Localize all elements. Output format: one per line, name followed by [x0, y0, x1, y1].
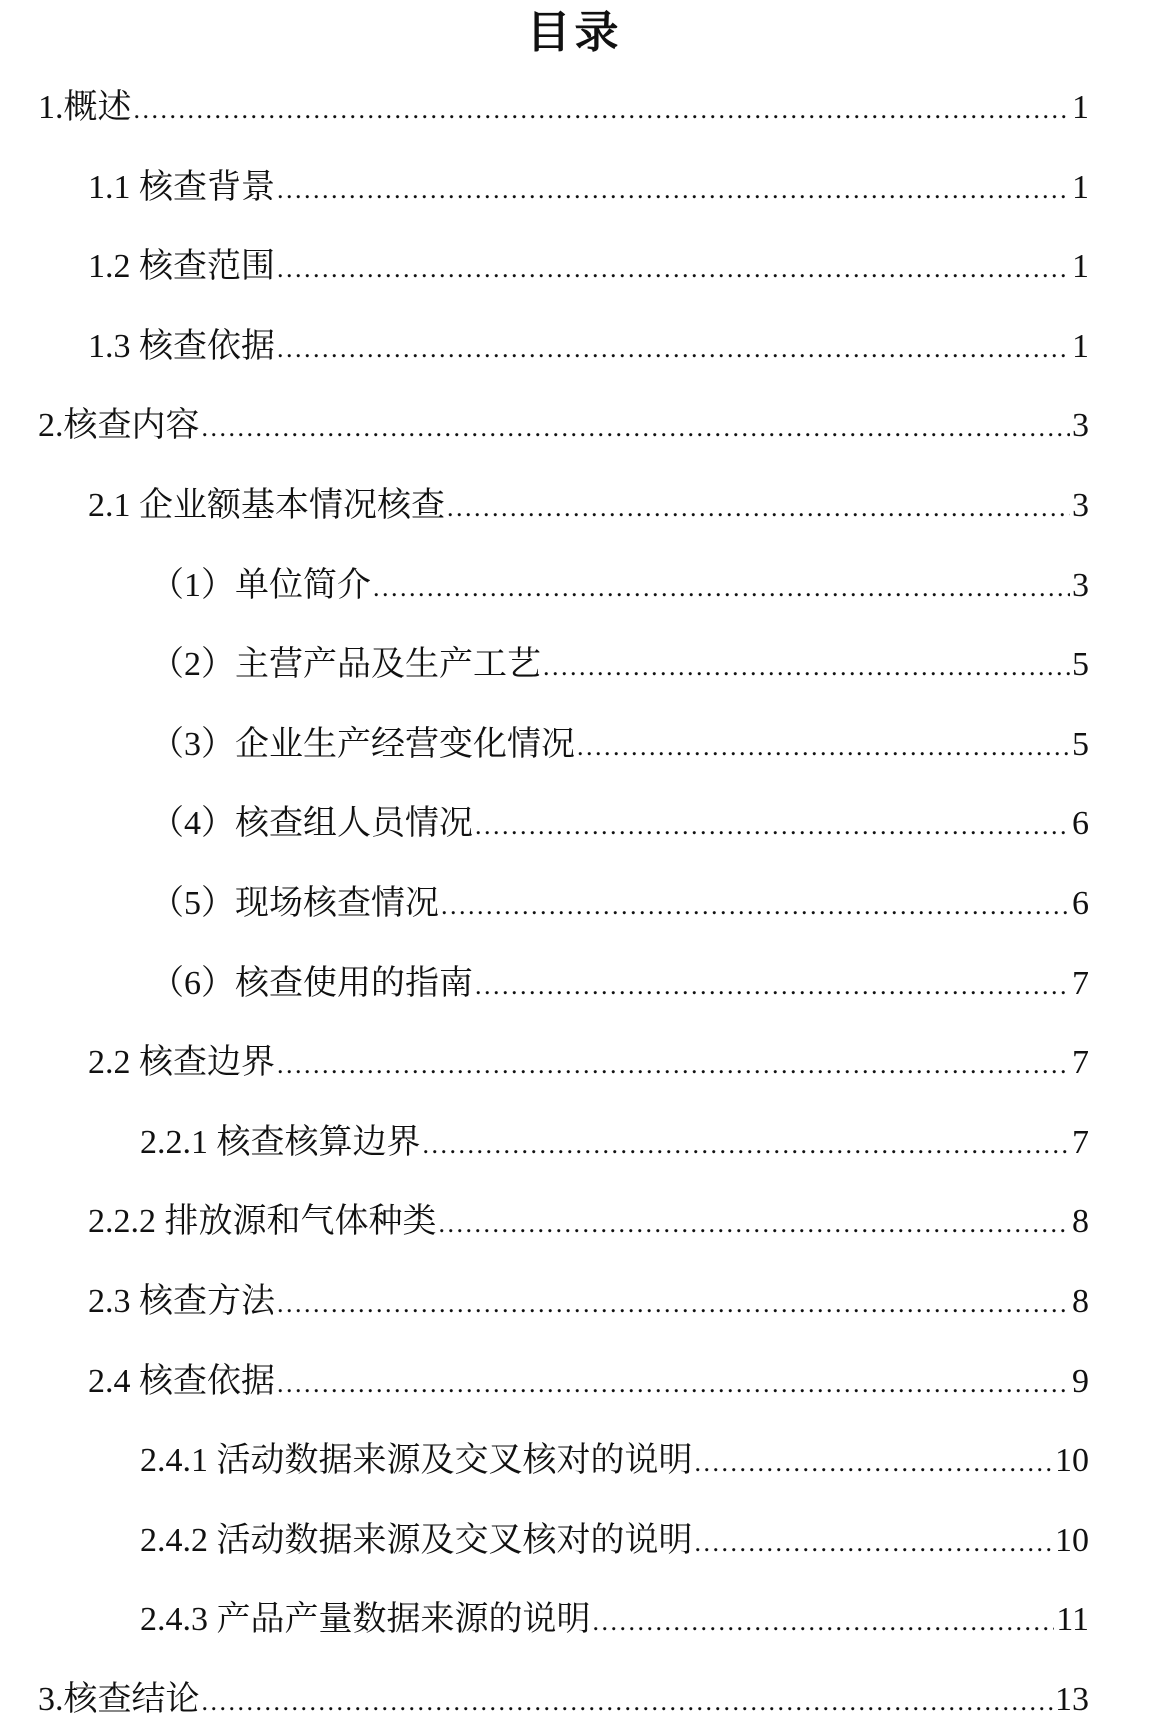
toc-entry-label: （4）核查组人员情况: [150, 805, 473, 843]
toc-entry-label: 1.2 核查范围: [88, 248, 275, 286]
toc-entry[interactable]: [140, 1437, 1089, 1485]
toc-entry[interactable]: [88, 1358, 1089, 1406]
toc-entry-label: （1）单位简介: [150, 566, 371, 604]
toc-entry[interactable]: [88, 482, 1089, 530]
toc-entry-label: 2.3 核查方法: [88, 1283, 275, 1320]
toc-entry-page-number: 7: [1072, 964, 1089, 1002]
toc-entry-page-number: 11: [1056, 1601, 1089, 1639]
toc-entry-label: 2.1 企业额基本情况核查: [88, 487, 445, 524]
toc-entry[interactable]: [140, 1119, 1089, 1167]
toc-dot-leader: [277, 1039, 1070, 1087]
toc-entry[interactable]: [88, 1278, 1089, 1326]
toc-entry-label: 2.4.2 活动数据来源及交叉核对的说明: [140, 1521, 693, 1559]
toc-entry-label: （2）主营产品及生产工艺: [150, 646, 541, 684]
toc-entry-page-number: 8: [1072, 1203, 1089, 1241]
toc-dot-leader: [695, 1437, 1054, 1485]
toc-dot-leader: [475, 800, 1070, 848]
toc-entry[interactable]: [88, 1198, 1089, 1246]
toc-dot-leader: [373, 562, 1070, 610]
toc-dot-leader: [543, 641, 1070, 689]
toc-entry[interactable]: [140, 1517, 1089, 1565]
toc-dot-leader: [277, 1278, 1070, 1326]
toc-dot-leader: [441, 880, 1070, 928]
toc-entry[interactable]: [88, 164, 1089, 212]
toc-entry[interactable]: [150, 562, 1089, 610]
toc-entry[interactable]: [38, 402, 1089, 450]
toc-entry[interactable]: [150, 960, 1089, 1008]
toc-dot-leader: [423, 1119, 1071, 1167]
toc-entry-page-number: 7: [1072, 1123, 1089, 1161]
toc-entry-page-number: 1: [1072, 327, 1089, 365]
toc-entry-page-number: 13: [1055, 1681, 1089, 1718]
toc-dot-leader: [202, 1676, 1054, 1724]
toc-entry[interactable]: [140, 1596, 1089, 1644]
toc-dot-leader: [277, 1358, 1070, 1406]
toc-title: 目录: [526, 8, 623, 57]
toc-entry[interactable]: [88, 323, 1089, 371]
toc-entry[interactable]: [150, 880, 1089, 928]
toc-entry-label: 2.2.1 核查核算边界: [140, 1123, 421, 1161]
toc-entry-page-number: 5: [1072, 646, 1089, 684]
toc-entry-page-number: 10: [1055, 1521, 1089, 1559]
toc-entry-page-number: 8: [1072, 1283, 1089, 1320]
toc-dot-leader: [447, 482, 1070, 530]
toc-entry-label: 1.概述: [38, 89, 132, 126]
toc-entry-page-number: 7: [1072, 1044, 1089, 1082]
toc-entry-page-number: 3: [1072, 487, 1089, 524]
toc-entry-page-number: 10: [1055, 1442, 1089, 1480]
toc-dot-leader: [277, 164, 1070, 212]
toc-dot-leader: [593, 1596, 1055, 1644]
toc-entry-label: 2.4.3 产品产量数据来源的说明: [140, 1601, 591, 1639]
toc-dot-leader: [134, 84, 1071, 132]
toc-entry-label: 2.4 核查依据: [88, 1362, 275, 1400]
toc-dot-leader: [475, 960, 1070, 1008]
toc-entry[interactable]: [88, 243, 1089, 291]
toc-entry-page-number: 9: [1072, 1362, 1089, 1400]
toc-entry-label: 2.2 核查边界: [88, 1044, 275, 1082]
toc-entry[interactable]: [38, 84, 1089, 132]
toc-entry-page-number: 1: [1072, 168, 1089, 206]
toc-entry-page-number: 5: [1072, 725, 1089, 763]
toc-entry-label: 1.3 核查依据: [88, 327, 275, 365]
toc-dot-leader: [439, 1198, 1071, 1246]
toc-entry[interactable]: [150, 641, 1089, 689]
toc-entry-page-number: 3: [1072, 566, 1089, 604]
toc-entry-page-number: 1: [1072, 248, 1089, 286]
toc-entry-page-number: 1: [1072, 89, 1089, 126]
toc-entry-label: （3）企业生产经营变化情况: [150, 725, 575, 763]
toc-entry-label: 2.4.1 活动数据来源及交叉核对的说明: [140, 1442, 693, 1480]
toc-dot-leader: [277, 323, 1070, 371]
toc-entry-page-number: 3: [1072, 407, 1089, 445]
toc-entry-label: 2.2.2 排放源和气体种类: [88, 1203, 437, 1241]
toc-entry[interactable]: [150, 721, 1089, 769]
toc-dot-leader: [202, 402, 1071, 450]
toc-dot-leader: [577, 721, 1070, 769]
toc-entry[interactable]: [38, 1676, 1089, 1724]
toc-entry-page-number: 6: [1072, 885, 1089, 922]
toc-entry-label: （6）核查使用的指南: [150, 964, 473, 1002]
toc-entry-label: 1.1 核查背景: [88, 168, 275, 206]
toc-entry-label: 3.核查结论: [38, 1681, 200, 1718]
toc-entry[interactable]: [88, 1039, 1089, 1087]
toc-entry-label: 2.核查内容: [38, 407, 200, 445]
toc-dot-leader: [277, 243, 1070, 291]
toc-entry-page-number: 6: [1072, 805, 1089, 843]
toc-entry[interactable]: [150, 800, 1089, 848]
toc-dot-leader: [695, 1517, 1054, 1565]
toc-entry-label: （5）现场核查情况: [150, 885, 439, 922]
